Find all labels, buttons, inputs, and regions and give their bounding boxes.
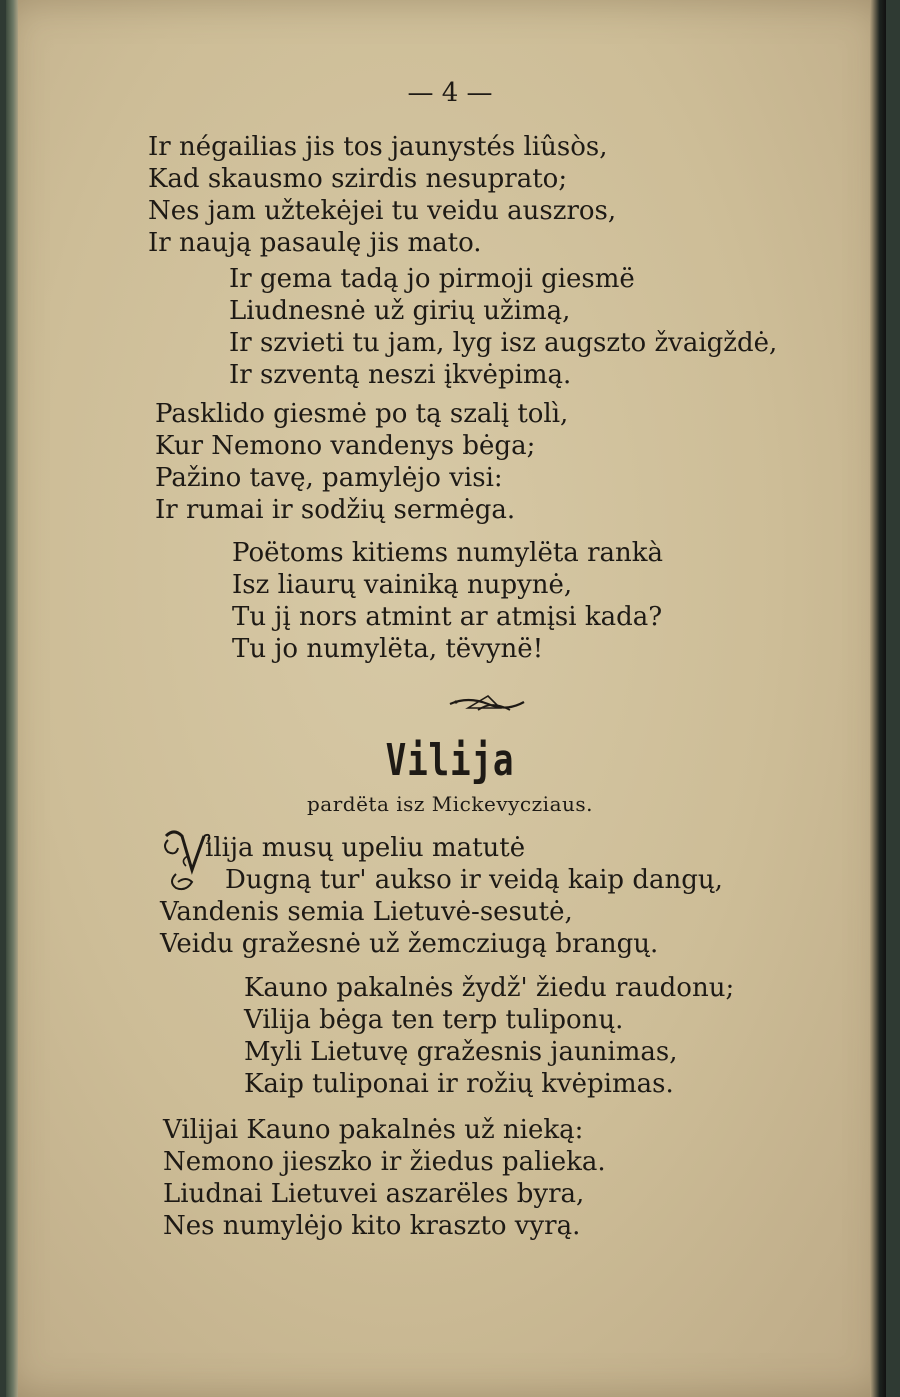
verse-line: Liudnai Lietuvei aszarëles byra,: [163, 1179, 585, 1209]
verse-line: Pažino tavę, pamylėjo visi:: [155, 463, 503, 493]
poem2-stanza-2: [244, 972, 734, 1100]
verse-line: Ir négailias jis tos jaunystés liûsòs,: [148, 132, 608, 162]
poem1-stanza-4: [232, 537, 663, 665]
poem1-stanza-2: [229, 263, 777, 391]
verse-line: Vandenis semia Lietuvė-sesutė,: [160, 897, 573, 927]
book-spine: [6, 0, 18, 1397]
poem-title: Vilija: [385, 735, 515, 786]
verse-line: Kad skausmo szirdis nesuprato;: [148, 164, 568, 194]
verse-line: Vilijai Kauno pakalnės už nieką:: [163, 1115, 584, 1145]
verse-line: Liudnesnė už girių užimą,: [229, 296, 571, 326]
poem2-stanza-1-rest: [160, 896, 658, 960]
verse-line: Kur Nemono vandenys bėga;: [155, 431, 536, 461]
ornament-icon: [448, 690, 528, 716]
poem2-stanza-1-line-2: [225, 864, 723, 896]
verse-line: Ir szventą neszi įkvėpimą.: [229, 360, 572, 390]
verse-line: Ir gema tadą jo pirmoji giesmë: [229, 264, 635, 294]
verse-line: Ir naują pasaulę jis mato.: [148, 228, 482, 258]
verse-line: Kauno pakalnės žydž' žiedu raudonu;: [244, 973, 735, 1003]
verse-line: Vilija bėga ten terp tuliponų.: [244, 1005, 624, 1035]
page-number: — 4 —: [407, 78, 493, 108]
poem-subtitle: pardëta isz Mickevycziaus.: [307, 792, 593, 816]
page-edge: [870, 0, 886, 1397]
verse-line: Nes jam užtekėjei tu veidu auszros,: [148, 196, 617, 226]
verse-line: Myli Lietuvę gražesnis jaunimas,: [244, 1037, 678, 1067]
verse-line: Veidu gražesnė už žemcziugą brangų.: [160, 929, 659, 959]
poem1-stanza-3: [155, 398, 568, 526]
verse-line: ilija musų upeliu matutė: [205, 833, 526, 863]
verse-line: Nemono jieszko ir žiedus palieka.: [163, 1147, 606, 1177]
verse-line: Ir szvieti tu jam, lyg isz augszto žvaigždė,: [229, 328, 778, 358]
verse-line: Tu jo numylëta, tëvynë!: [232, 634, 544, 664]
verse-line: Dugną tur' aukso ir veidą kaip dangų,: [225, 865, 723, 895]
poem2-stanza-3: [163, 1114, 606, 1242]
verse-line: Poëtoms kitiems numylëta rankà: [232, 538, 664, 568]
verse-line: Nes numylėjo kito kraszto vyrą.: [163, 1211, 581, 1241]
poem1-stanza-1: [148, 131, 616, 259]
verse-line: Tu jį nors atmint ar atmįsi kada?: [232, 602, 663, 632]
verse-line: Kaip tuliponai ir rožių kvėpimas.: [244, 1069, 674, 1099]
poem2-stanza-1-line-1: [205, 832, 525, 864]
verse-line: Isz liaurų vainiką nupynė,: [232, 570, 573, 600]
verse-line: Ir rumai ir sodžių sermėga.: [155, 495, 516, 525]
verse-line: Pasklido giesmė po tą szalį tolì,: [155, 399, 569, 429]
